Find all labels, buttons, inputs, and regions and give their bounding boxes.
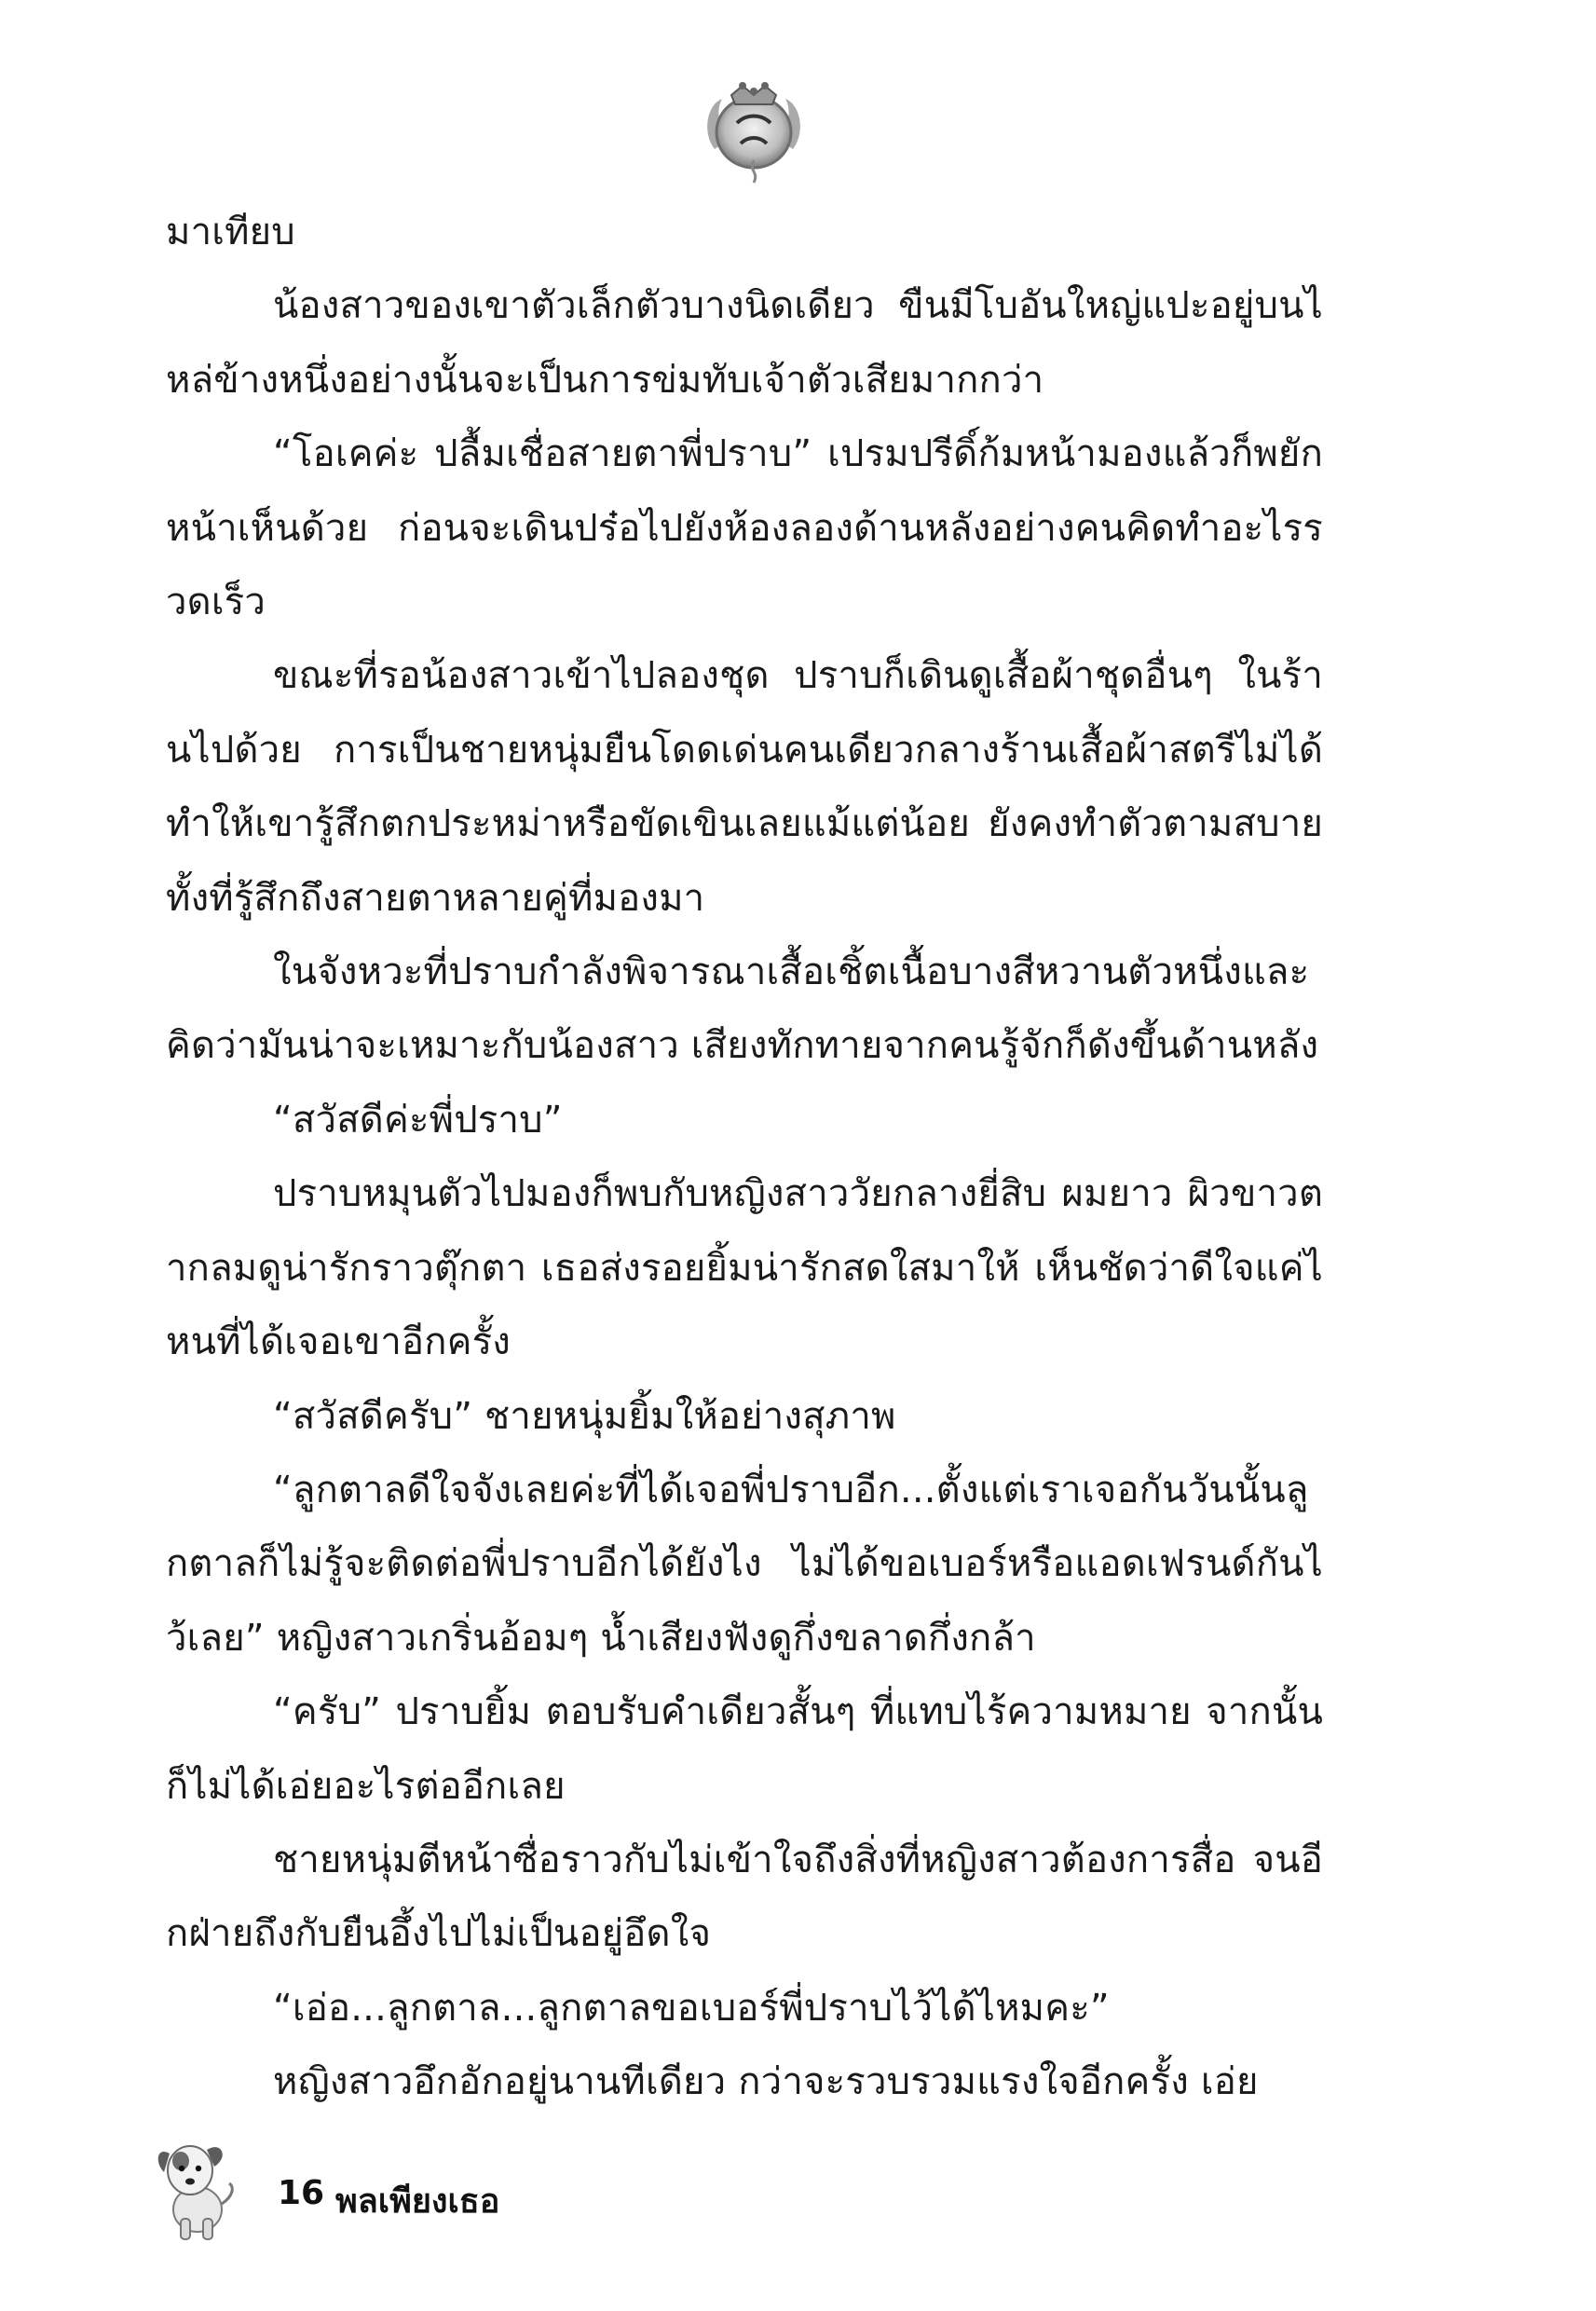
page-footer (149, 2129, 708, 2241)
publisher-logo (694, 67, 813, 186)
paragraph: น้องสาวของเขาตัวเล็กตัวบางนิดเดียว ขืนมีโบอันใหญ่แปะอยู่บนไหล่ข้างหนึ่งอย่างนั้นจะเป็นการข่มทับเจ้าตัวเสียมากกว่า (166, 284, 1323, 402)
paragraph: “เอ่อ...ลูกตาล...ลูกตาลขอเบอร์พี่ปราบไว้ได้ไหมคะ” (273, 1986, 1110, 2030)
paragraph: มาเทียบ (166, 211, 295, 253)
paragraph: “สวัสดีค่ะพี่ปราบ” (273, 1098, 563, 1142)
paragraph: ชายหนุ่มตีหน้าซื่อราวกับไม่เข้าใจถึงสิ่งที่หญิงสาวต้องการสื่อ จนอีกฝ่ายถึงกับยืนอึ้งไปไม่เป็นอยู่อึดใจ (166, 1838, 1323, 1956)
paragraph: หญิงสาวอึกอักอยู่นานทีเดียว กว่าจะรวบรวมแรงใจอีกครั้ง เอ่ย (273, 2060, 1259, 2104)
paragraph: “ครับ” ปราบยิ้ม ตอบรับคำเดียวสั้นๆ ที่แทบไร้ความหมาย จากนั้นก็ไม่ได้เอ่ยอะไรต่ออีกเลย (166, 1690, 1323, 1808)
book-title: พลเพียงเธอ (335, 2182, 500, 2221)
body-text (166, 196, 1323, 2120)
paragraph: “สวัสดีครับ” ชายหนุ่มยิ้มให้อย่างสุภาพ (273, 1394, 896, 1438)
paragraph: ขณะที่รอน้องสาวเข้าไปลองชุด ปราบก็เดินดูเสื้อผ้าชุดอื่นๆ ในร้านไปด้วย การเป็นชายหนุ่มยืนโดดเด่นคนเดียวกลางร้านเสื้อผ้าสตรีไม่ได้ทำให้เขารู้สึกตกประหม่าหรือขัดเขินเลยแม้แต่น้อย ยังคงทำตัวตามสบายทั้งที่รู้สึกถึงสายตาหลายคู่ที่มองมา (166, 654, 1323, 920)
paragraph: “โอเคค่ะ ปลื้มเชื่อสายตาพี่ปราบ” เปรมปรีดิ์ก้มหน้ามองแล้วก็พยักหน้าเห็นด้วย ก่อนจะเดินปร๋อไปยังห้องลองด้านหลังอย่างคนคิดทำอะไรรวดเร็ว (166, 432, 1323, 624)
page-number: 16 (278, 2174, 325, 2212)
puppy-icon (149, 2129, 239, 2241)
paragraph: ปราบหมุนตัวไปมองก็พบกับหญิงสาววัยกลางยี่สิบ ผมยาว ผิวขาวตากลมดูน่ารักราวตุ๊กตา เธอส่งรอยยิ้มน่ารักสดใสมาให้ เห็นชัดว่าดีใจแค่ไหนที่ได้เจอเขาอีกครั้ง (166, 1172, 1323, 1364)
paragraph: “ลูกตาลดีใจจังเลยค่ะที่ได้เจอพี่ปราบอีก...ตั้งแต่เราเจอกันวันนั้นลูกตาลก็ไม่รู้จะติดต่อพี่ปราบอีกได้ยังไง ไม่ได้ขอเบอร์หรือแอดเฟรนด์กันไว้เลย” หญิงสาวเกริ่นอ้อมๆ น้ำเสียงฟังดูกึ่งขลาดกึ่งกล้า (166, 1468, 1323, 1660)
paragraph: ในจังหวะที่ปราบกำลังพิจารณาเสื้อเชิ้ตเนื้อบางสีหวานตัวหนึ่งและคิดว่ามันน่าจะเหมาะกับน้องสาว เสียงทักทายจากคนรู้จักก็ดังขึ้นด้านหลัง (166, 950, 1319, 1068)
